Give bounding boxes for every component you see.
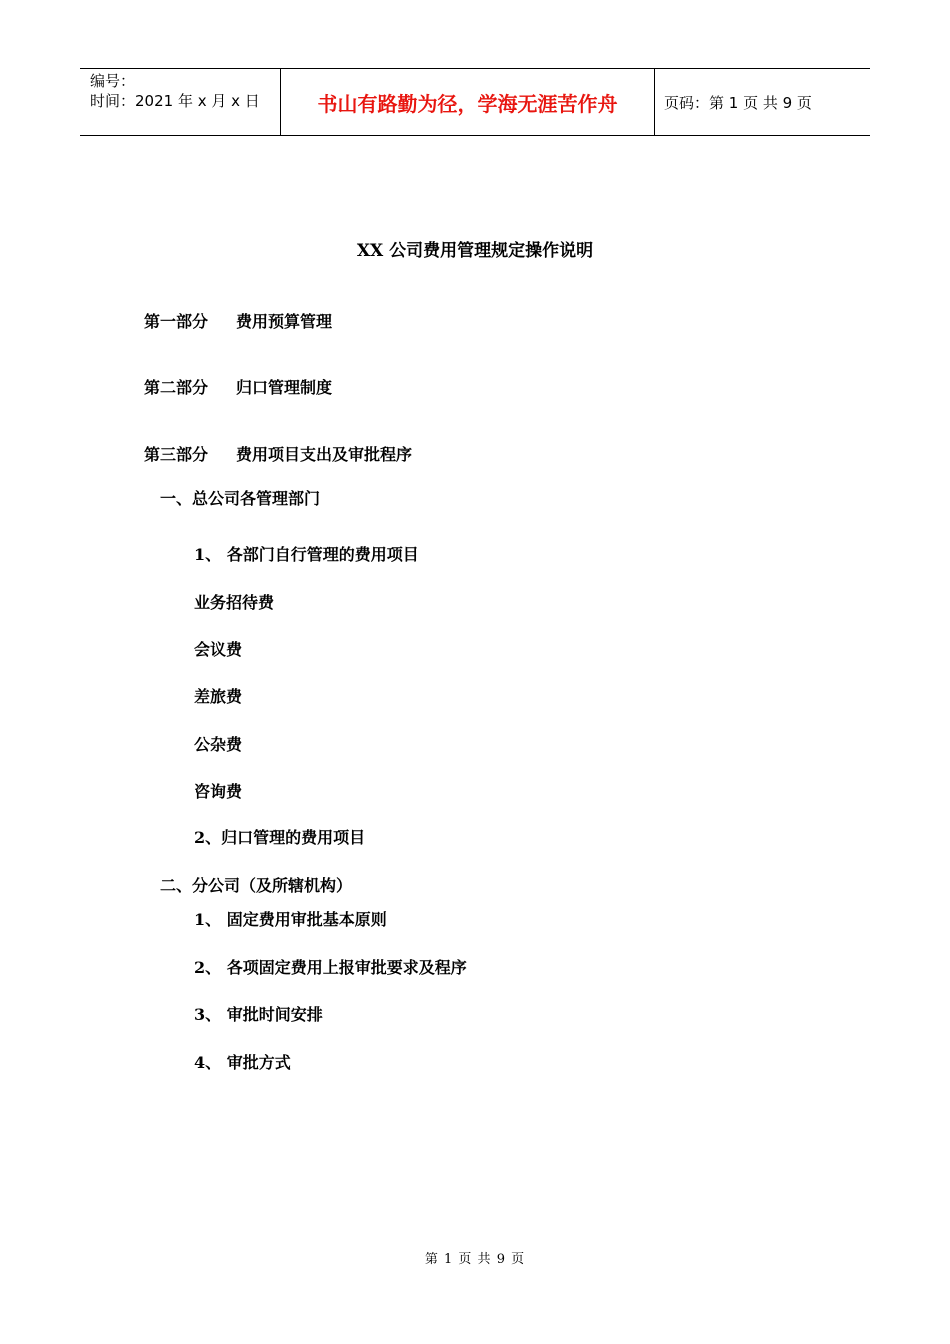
header-left-cell (80, 69, 281, 135)
section-one-sub2: 2、归口管理的费用项目 (194, 828, 366, 847)
part-two (144, 375, 332, 398)
section-two-sub: 4、 审批方式 (194, 1053, 291, 1072)
section-two-sub: 1、 固定费用审批基本原则 (194, 910, 387, 929)
document-time-label: 时间：2021 年 x 月 x 日 (90, 92, 260, 110)
part-two-name: 归口管理制度 (236, 378, 333, 397)
document-header (80, 68, 870, 136)
part-two-number: 第二部分 (144, 378, 209, 397)
section-two-sub: 2、 各项固定费用上报审批要求及程序 (194, 958, 467, 977)
part-three-number: 第三部分 (144, 445, 209, 464)
part-one-number: 第一部分 (144, 312, 209, 331)
document-title: XX 公司费用管理规定操作说明 (356, 241, 594, 261)
section-two-sub: 3、 审批时间安排 (194, 1005, 323, 1024)
part-one (144, 309, 332, 332)
part-three (144, 442, 412, 465)
header-page-info: 页码：第 1 页 共 9 页 (664, 93, 812, 112)
expense-item: 会议费 (194, 640, 243, 659)
section-one-heading: 一、总公司各管理部门 (160, 489, 321, 508)
expense-item: 差旅费 (194, 687, 243, 706)
document-number-label: 编号： (90, 72, 136, 90)
section-two-heading: 二、分公司（及所辖机构） (160, 876, 353, 895)
part-one-name: 费用预算管理 (236, 312, 333, 331)
header-slogan: 书山有路勤为径，学海无涯苦作舟 (281, 69, 655, 135)
expense-item: 咨询费 (194, 782, 243, 801)
section-one-sub1: 1、 各部门自行管理的费用项目 (194, 545, 419, 564)
page-footer: 第 1 页 共 9 页 (424, 1252, 526, 1267)
expense-item: 公杂费 (194, 735, 243, 754)
part-three-name: 费用项目支出及审批程序 (236, 445, 413, 464)
expense-item: 业务招待费 (194, 593, 275, 612)
